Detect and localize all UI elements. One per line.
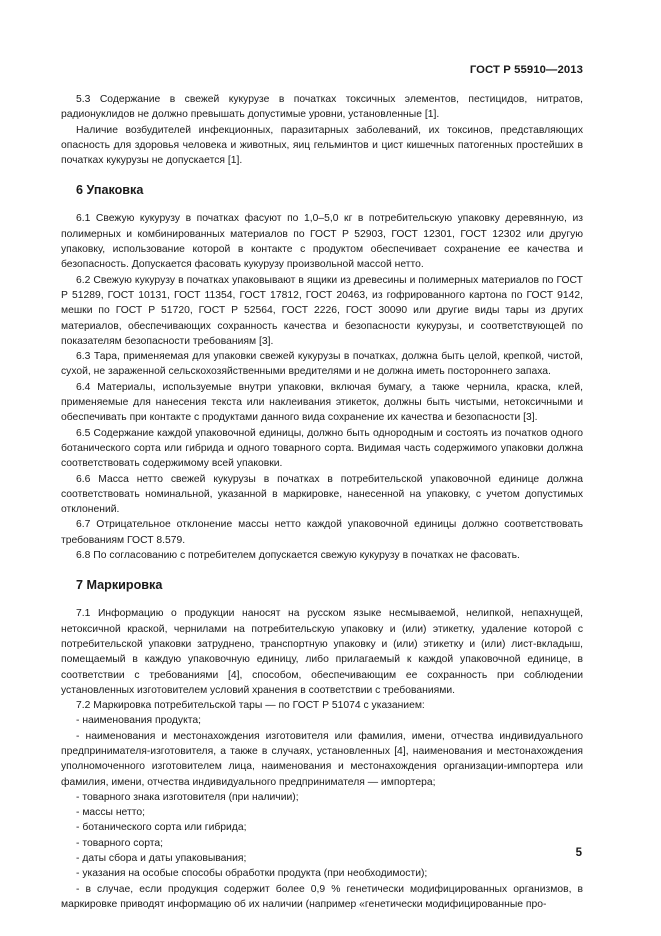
paragraph-5-3: 5.3 Содержание в свежей кукурузе в початках токсичных элементов, пестицидов, нитратов, радионуклидов не должно превышать допустимые уровни, установленные [1]. — [61, 94, 583, 121]
list-item: - даты сбора и даты упаковывания; — [76, 853, 247, 865]
page-number: 5 — [575, 847, 582, 859]
list-item: - товарного сорта; — [76, 837, 164, 849]
list-item: - массы нетто; — [76, 807, 145, 819]
paragraph-6-1: 6.1 Свежую кукурузу в початках фасуют по 1,0–5,0 кг в потребительскую упаковку деревянную, из полимерных и комбинированных материалов по ГОСТ Р 52903, ГОСТ 12301, ГОСТ 12302 или другую упаковку, использование которой в контакте с продуктом обеспечивает сохранение ее качества и безопасность. Допускается фасовать кукурузу произвольной массой нетто. — [61, 213, 583, 271]
section-6-heading: 6 Упаковка — [76, 183, 144, 198]
paragraph-5-3-pathogens: Наличие возбудителей инфекционных, паразитарных заболеваний, их токсинов, представляющих опасность для здоровья человека и животных, яиц гельминтов и цист кишечных патогенных простейших в початках кукурузы не допускается [1]. — [61, 124, 583, 167]
paragraph-6-3: 6.3 Тара, применяемая для упаковки свежей кукурузы в початках, должна быть целой, крепкой, чистой, сухой, не зараженной сельскохозяйственными вредителями и не должна иметь постороннего запаха. — [61, 351, 583, 378]
paragraph-6-2: 6.2 Свежую кукурузу в початках упаковывают в ящики из древесины и полимерных материалов по ГОСТ Р 51289, ГОСТ 10131, ГОСТ 11354, ГОСТ 17812, ГОСТ 20463, из гофрированного картона по ГОСТ 9142, мешки по ГОСТ Р 51720, ГОСТ Р 52564, ГОСТ 2226, ГОСТ 30090 или другие виды тары из других материалов, обеспечивающих сохранность качества и безопасности кукурузы, и соответствующей по показателям безопасности требованиям [3]. — [61, 274, 583, 347]
document-body — [61, 92, 583, 912]
paragraph-6-4: 6.4 Материалы, используемые внутри упаковки, включая бумагу, а также чернила, краска, клей, применяемые для нанесения текста или наклеивания этикеток, должны быть чистыми, нетоксичными и обеспечивать при контакте с продуктами данного вида сохранение их качества и безопасности [3]. — [61, 381, 583, 424]
paragraph-6-8: 6.8 По согласованию с потребителем допускается свежую кукурузу в початках не фасовать. — [76, 550, 520, 562]
list-item: - наименования продукта; — [76, 715, 201, 727]
list-item: - в случае, если продукция содержит более 0,9 % генетически модифицированных организмов, в маркировке приводят информацию об их наличии (например «генетически модифицированные про- — [61, 883, 583, 910]
list-item: - ботанического сорта или гибрида; — [76, 822, 247, 834]
paragraph-7-2: 7.2 Маркировка потребительской тары — по ГОСТ Р 51074 с указанием: — [76, 700, 425, 712]
paragraph-6-6: 6.6 Масса нетто свежей кукурузы в початках в потребительской упаковочной единице должна соответствовать номинальной, указанной в маркировке, нанесенной на упаковку, с учетом допустимых отклонений. — [61, 473, 583, 516]
section-7-heading: 7 Маркировка — [76, 578, 163, 593]
paragraph-6-7: 6.7 Отрицательное отклонение массы нетто каждой упаковочной единицы должно соответствовать требованиям ГОСТ 8.579. — [61, 519, 583, 546]
list-item: - наименования и местонахождения изготовителя или фамилия, имени, отчества индивидуального предпринимателя-изготовителя, а также в случаях, установленных [4], наименования и местонахождения уполномоченного изготовителем лица, наименования и местонахождения организации-импортера или фамилия, имени, отчества индивидуального предпринимателя — импортера; — [61, 730, 583, 788]
standard-number-header: ГОСТ Р 55910—2013 — [469, 64, 583, 76]
paragraph-6-5: 6.5 Содержание каждой упаковочной единицы, должно быть однородным и состоять из початков одного ботанического сорта или гибрида и одного товарного сорта. Видимая часть содержимого упаковки должна соответствовать содержимому всей упаковки. — [61, 427, 583, 470]
list-item: - товарного знака изготовителя (при наличии); — [76, 791, 299, 803]
list-item: - указания на особые способы обработки продукта (при необходимости); — [76, 868, 428, 880]
paragraph-7-1: 7.1 Информацию о продукции наносят на русском языке несмываемой, нелипкой, непахнущей, нетоксичной краской, чернилами на потребительскую упаковку и (или) этикетку, удаление которой с потребительской упаковки затруднено, транспортную упаковку и (или) этикетку и (или) лист-вкладыш, помещаемый в каждую упаковочную единицу, либо прилагаемый к каждой упаковочной единице, в соответствии с требованиями [4], способом, обеспечивающим ее сохранность при соблюдении установленных изготовителем условий хранения в соответствии с требованиями. — [61, 608, 583, 696]
